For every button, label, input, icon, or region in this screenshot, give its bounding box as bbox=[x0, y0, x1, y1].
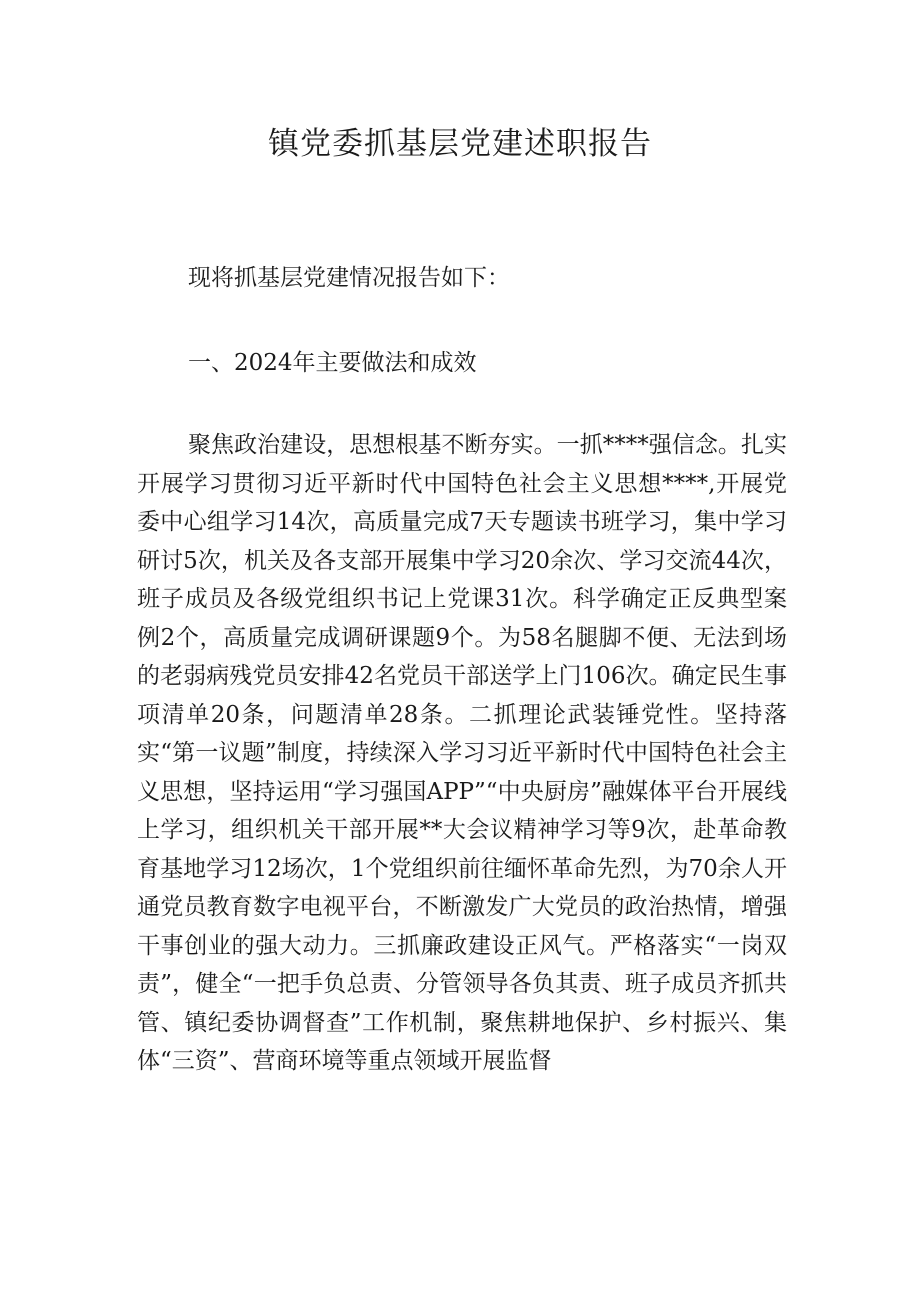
intro-line: 现将抓基层党建情况报告如下： bbox=[188, 265, 510, 291]
body-paragraph: 聚焦政治建设，思想根基不断夯实。一抓****强信念。扎实开展学习贯彻习近平新时代中国特色社会主义思想****,开展党委中心组学习14次，高质量完成7天专题读书班学习，集中学习研讨5次，机关及各支部开展集中学习20余次、学习交流44次，班子成员及各级党组织书记上党课31次。科学确定正反典型案例2个，高质量完成调研课题9个。为58名腿脚不便、无法到场的老弱病残党员安排42名党员干部送学上门106次。确定民生事项清单20条，问题清单28条。二抓理论武装锤党性。坚持落实“第一议题”制度，持续深入学习习近平新时代中国特色社会主义思想，坚持运用“学习强国APP”“中央厨房”融媒体平台开展线上学习，组织机关干部开展**大会议精神学习等9次，赴革命教育基地学习12场次，1个党组织前往缅怀革命先烈，为70余人开通党员教育数字电视平台，不断激发广大党员的政治热情，增强干事创业的强大动力。三抓廉政建设正风气。严格落实“一岗双责”，健全“一把手负总责、分管领导各负其责、班子成员齐抓共管、镇纪委协调督查”工作机制，聚焦耕地保护、乡村振兴、集体“三资”、营商环境等重点领域开展监督 bbox=[137, 432, 787, 1074]
section-heading: 一、2024年主要做法和成效 bbox=[188, 350, 477, 376]
document-title: 镇党委抓基层党建述职报告 bbox=[268, 126, 652, 162]
